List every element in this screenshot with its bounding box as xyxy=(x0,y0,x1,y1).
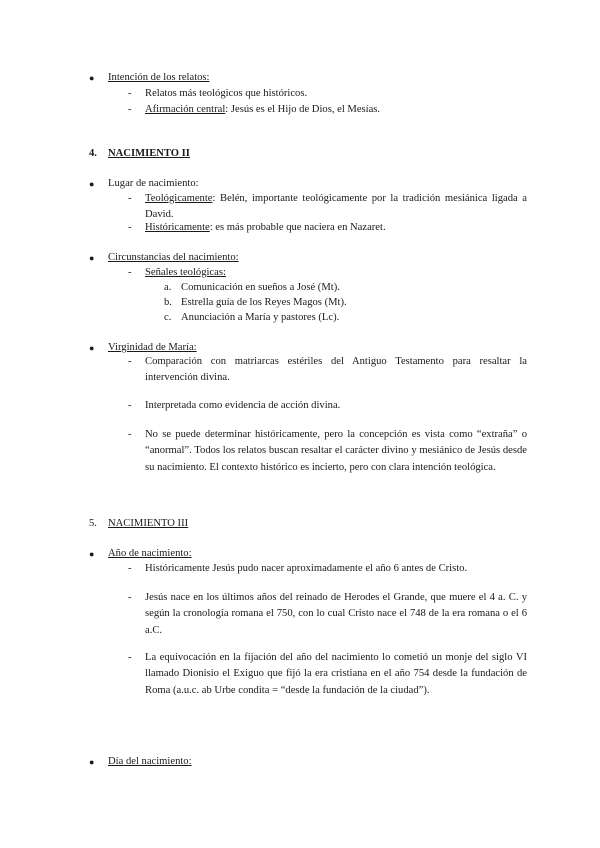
list-letter: a. xyxy=(164,282,172,293)
section-title: NACIMIENTO II xyxy=(108,148,190,159)
list-item-prefix: Históricamente xyxy=(145,222,210,233)
list-item: Interpretada como evidencia de acción divina. xyxy=(145,400,341,411)
bullet-icon: ● xyxy=(89,253,95,263)
bullet-icon: ● xyxy=(89,757,95,767)
list-item-prefix: Afirmación central xyxy=(145,104,226,115)
subheading-senales: Señales teológicas: xyxy=(145,267,226,278)
list-item-prefix: Teológicamente xyxy=(145,193,213,204)
section-number: 5. xyxy=(89,518,97,529)
list-item-text: : Belén, importante teológicamente por la tradición mesiánica ligada a David. xyxy=(145,193,527,221)
dash-marker: - xyxy=(128,652,132,663)
dash-marker: - xyxy=(128,104,132,115)
list-item: La equivocación en la fijación del año del nacimiento lo cometió un monje del siglo VI llamado Dionisio el Exiguo que fijó la era cristiana en el año 754 desde la fundación de Roma (a.u.c. ab Urbe condita = “desde la fundación de la ciudad”). xyxy=(145,652,527,696)
list-item: Históricamente Jesús pudo nacer aproximadamente el año 6 antes de Cristo. xyxy=(145,563,468,574)
list-item: Comunicación en sueños a José (Mt). xyxy=(181,282,340,293)
bullet-icon: ● xyxy=(89,73,95,83)
dash-marker: - xyxy=(128,563,132,574)
dash-marker: - xyxy=(128,400,132,411)
list-item xyxy=(145,191,527,224)
dash-marker: - xyxy=(128,592,132,603)
heading-ano: Año de nacimiento: xyxy=(108,548,192,559)
heading-dia: Día del nacimiento: xyxy=(108,756,192,767)
bullet-icon: ● xyxy=(89,549,95,559)
list-item: No se puede determinar históricamente, pero la concepción es vista como “extraña” o “anormal”. Todos los relatos buscan resaltar el carácter divino y mesiánico de Jesús desde su nacimiento. El contexto histórico es incierto, pero con clara intención teológica. xyxy=(145,429,527,473)
heading-intencion: Intención de los relatos: xyxy=(108,72,210,83)
list-item: Estrella guía de los Reyes Magos (Mt). xyxy=(181,297,347,308)
bullet-icon: ● xyxy=(89,343,95,353)
list-item: Comparación con matriarcas estériles del Antiguo Testamento para resaltar la intervención divina. xyxy=(145,356,527,384)
list-item-text: : Jesús es el Hijo de Dios, el Mesías. xyxy=(225,104,381,115)
dash-marker: - xyxy=(128,222,132,233)
list-item xyxy=(145,102,380,118)
dash-marker: - xyxy=(128,429,132,440)
section-title: NACIMIENTO III xyxy=(108,518,189,529)
list-item-text: : es más probable que naciera en Nazaret. xyxy=(209,222,386,233)
dash-marker: - xyxy=(128,88,132,99)
dash-marker: - xyxy=(128,193,132,204)
list-item: Relatos más teológicos que históricos. xyxy=(145,88,308,99)
heading-virginidad: Virginidad de María: xyxy=(108,342,197,353)
list-item: Jesús nace en los últimos años del reinado de Herodes el Grande, que muere el 4 a. C. y según la cronología romana el 750, con lo cual Cristo nace el 748 de la era romana o el 6 a.C. xyxy=(145,592,527,636)
list-item xyxy=(145,220,386,236)
list-letter: b. xyxy=(164,297,172,308)
list-item: Anunciación a María y pastores (Lc). xyxy=(181,312,340,323)
heading-lugar: Lugar de nacimiento: xyxy=(108,178,199,189)
section-number: 4. xyxy=(89,148,97,159)
dash-marker: - xyxy=(128,267,132,278)
bullet-icon: ● xyxy=(89,179,95,189)
heading-circunstancias: Circunstancias del nacimiento: xyxy=(108,252,239,263)
dash-marker: - xyxy=(128,356,132,367)
list-letter: c. xyxy=(164,312,172,323)
